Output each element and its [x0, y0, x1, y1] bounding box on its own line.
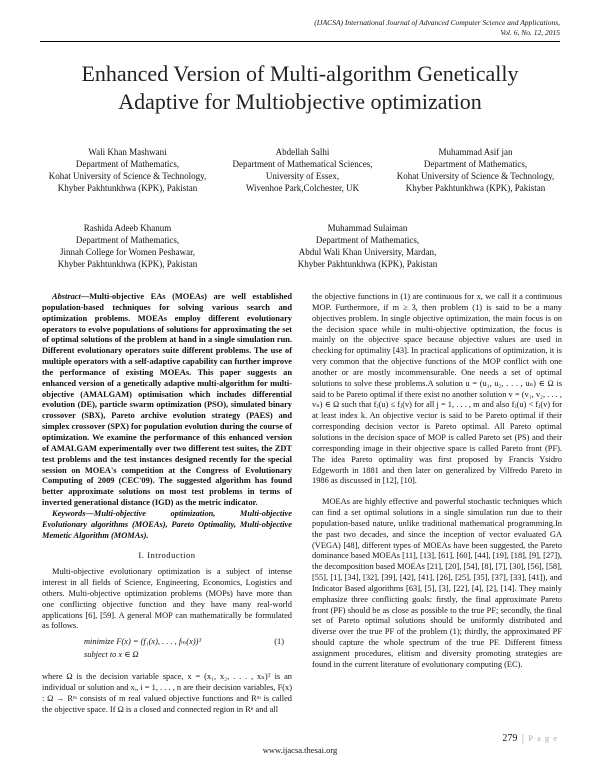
right-column: [312, 292, 562, 671]
author-affiliation: Jinnah College for Women Peshawar,: [60, 247, 195, 257]
equation-line1: minimize F(x) = (f₁(x), . . . , fₘ(x))ᵀ: [84, 637, 202, 647]
author-affiliation: University of Essex,: [265, 171, 340, 181]
author-name: Rashida Adeeb Khanum: [83, 223, 172, 233]
equation-line2: subject to x ∈ Ω: [84, 650, 139, 660]
author-affiliation: Department of Mathematics,: [75, 159, 180, 169]
author-name: Wali Khan Mashwani: [88, 147, 167, 157]
abstract: [42, 292, 292, 509]
keywords: [42, 509, 292, 542]
title-line1: Enhanced Version of Multi-algorithm Genetically: [81, 61, 519, 86]
equation-number: (1): [274, 637, 284, 647]
author-block: [220, 146, 385, 194]
right-paragraph-1: the objective functions in (1) are continuous for x, we call it a continuous MOP. Furthermore, if m ≥ 3, then problem (1) is said to be a many objectives problem. In single objective optimization, the main focus is on the decision space while in multi-objective optimization, the focus is mainly on the objective space because objective values are used in checking for optimality [43]. In practical applications of optimization, it is very common that the objective functions of the MOP conflict with one another or are mostly incommensurable. One needs a set of optimal solutions to solve these problems.A solution u = (u₁, u₂, . . . , uₙ) ∈ Ω is said to be Pareto optimal if there exist no another solution v = (v₁, v₂, . . . , vₙ) ∈ Ω such that fⱼ(u) ≤ fⱼ(v) for all j = 1, . . . , m and also fⱼ(u) < fⱼ(v) for at least index k. An objective vector is said to be Pareto optimal if their corresponding decision vector is Pareto optimal. All Pareto optimal solutions in the decision space of MOP is called Pareto set (PS) and their corresponding image in their objective space is called Pareto front (PF). The idea Pareto optimality was first proposed by Francis Ysidro Edgeworth in 1881 and then later on generalized by Vilfredo Pareto in 1986 as discussed in [12], [10].: [312, 292, 562, 486]
intro-paragraph-2: where Ω is the decision variable space, x = (x₁, x₂, . . . , xₙ)ᵀ is an individual or solution and xᵢ, i = 1, . . . , n are their decision variables, F(x) : Ω → Rᵐ consists of m real valued objective functions and Rᵐ is called the objective space. If Ω is a closed and connected region in Rⁿ and all: [42, 672, 292, 714]
author-affiliation: Khyber Pakhtunkhwa (KPK), Pakistan: [57, 259, 198, 269]
keywords-text: —Multi-objective optimization, Multi-objective Evolutionary algorithms (MOEAs), Pareto Optimality, Multi-objective Memetic Algorithm (MOMAs).: [42, 508, 292, 540]
author-affiliation: Wivenhoe Park,Colchester, UK: [245, 183, 360, 193]
author-affiliation: Khyber Pakhtunkhwa (KPK), Pakistan: [297, 259, 438, 269]
right-paragraph-2: MOEAs are highly effective and powerful stochastic techniques which can find a set optimal solutions in a single simulation run due to their population-based nature, unlike traditional mathematical programming.In the past two decades, and since the inception of vector evaluated GA (VEGA) [48], different types of MOEAs have been suggested, the Pareto dominance based MOEAs [11], [13], [61], [60], [44], [19], [18], [9], [27]), the decomposition based MOEAs [21], [20], [54], [8], [7], [30], [56], [58], [55], [1], [34], [32], [39], [42], [41], [26], [25], [35], [37], [33], [41]), and Indicator Based algorithms [63], [5], [3], [22], [4], [2], [14]. They mainly emphasize three conflicting goals: firstly, the final approximate Pareto front (PF) should be as close as possible to the true PF; secondly, the final set of Pareto optimal solutions should be uniformly distributed and diverse over the true PF of the problem (1); thirdly, the approximated PF should capture the whole spectrum of the true PF. Different fitness assignment procedures, elitism and diversity promoting strategies are found in the current literature of evolutionary computing (EC).: [312, 497, 562, 669]
keywords-label: Keywords: [52, 508, 86, 518]
left-column: [42, 292, 292, 716]
author-affiliation: Kohat University of Science & Technology,: [396, 171, 555, 181]
author-affiliation: Department of Mathematics,: [423, 159, 528, 169]
author-affiliation: Department of Mathematics,: [75, 235, 180, 245]
footer-url[interactable]: www.ijacsa.thesai.org: [262, 745, 338, 755]
author-block: [40, 222, 215, 270]
author-affiliation: Kohat University of Science & Technology,: [48, 171, 207, 181]
author-name: Muhammad Sulaiman: [327, 223, 408, 233]
page-separator: |: [521, 733, 524, 744]
journal-header: [314, 18, 560, 38]
intro-paragraph-1: Multi-objective evolutionary optimization is a subject of intense interest in all fields of Science, Engineering, Economics, Logistics and others. Multi-objective optimization problems (MOPs) have more than one conflicting objective function and they have many real-world applications [6], [59]. A general MOP can mathematically be formulated as follows.: [42, 567, 292, 631]
author-name: Abdellah Salhi: [275, 147, 330, 157]
page-label: P a g e: [528, 733, 558, 743]
paper-title: [30, 60, 570, 116]
header-divider: [40, 41, 560, 42]
author-affiliation: Department of Mathematics,: [315, 235, 420, 245]
section-heading: I. Introduction: [138, 550, 196, 561]
author-block: [40, 146, 215, 194]
equation-1: [42, 637, 292, 667]
author-affiliation: Khyber Pakhtunkhwa (KPK), Pakistan: [405, 183, 546, 193]
page-number: [502, 733, 558, 744]
author-affiliation: Khyber Pakhtunkhwa (KPK), Pakistan: [57, 183, 198, 193]
author-affiliation: Abdul Wali Khan University, Mardan,: [298, 247, 437, 257]
abstract-text: —Multi-objective EAs (MOEAs) are well established population-based techniques for solving various search and optimization problems. MOEAs employ different evolutionary operators to evolve populations of solutions for approximating the set of optimal solutions of the problem at hand in a single simulation run. Different evolutionary operators suite different problems. The use of multiple operators with a self-adaptive capability can further improve the performance of existing MOEAs. This paper suggests an enhanced version of a genetically adaptive multi-algorithm for multi-objective (AMALGAM) optimisation which includes differential evolution (DE), particle swarm optimization (PSO), simulated binary crossover (SBX), Pareto archive evolution strategy (PAES) and simplex crossover (SPX) for population evolution during the course of optimization. We examine the performance of this enhanced version of AMALGAM experimentally over two different test suites, the ZDT test problems and the test instances designed recently for the special session on MOEA's competition at the Congress of Evolutionary Computing of 2009 (CEC'09). The suggested algorithm has found better approximate solutions on most test problems in terms of inverted generational distance (IGD) as the metric indicator.: [42, 292, 292, 508]
journal-header-line2: Vol. 6, No. 12, 2015: [500, 28, 560, 37]
author-block: [280, 222, 455, 270]
page-number-value: 279: [502, 733, 518, 744]
author-name: Muhammad Asif jan: [438, 147, 513, 157]
author-affiliation: Department of Mathematical Sciences,: [232, 159, 373, 169]
author-block: [388, 146, 563, 194]
journal-header-line1: (IJACSA) International Journal of Advanced Computer Science and Applications,: [314, 18, 560, 27]
abstract-label: Abstract: [52, 292, 81, 301]
title-line2: Adaptive for Multiobjective optimization: [118, 89, 482, 114]
